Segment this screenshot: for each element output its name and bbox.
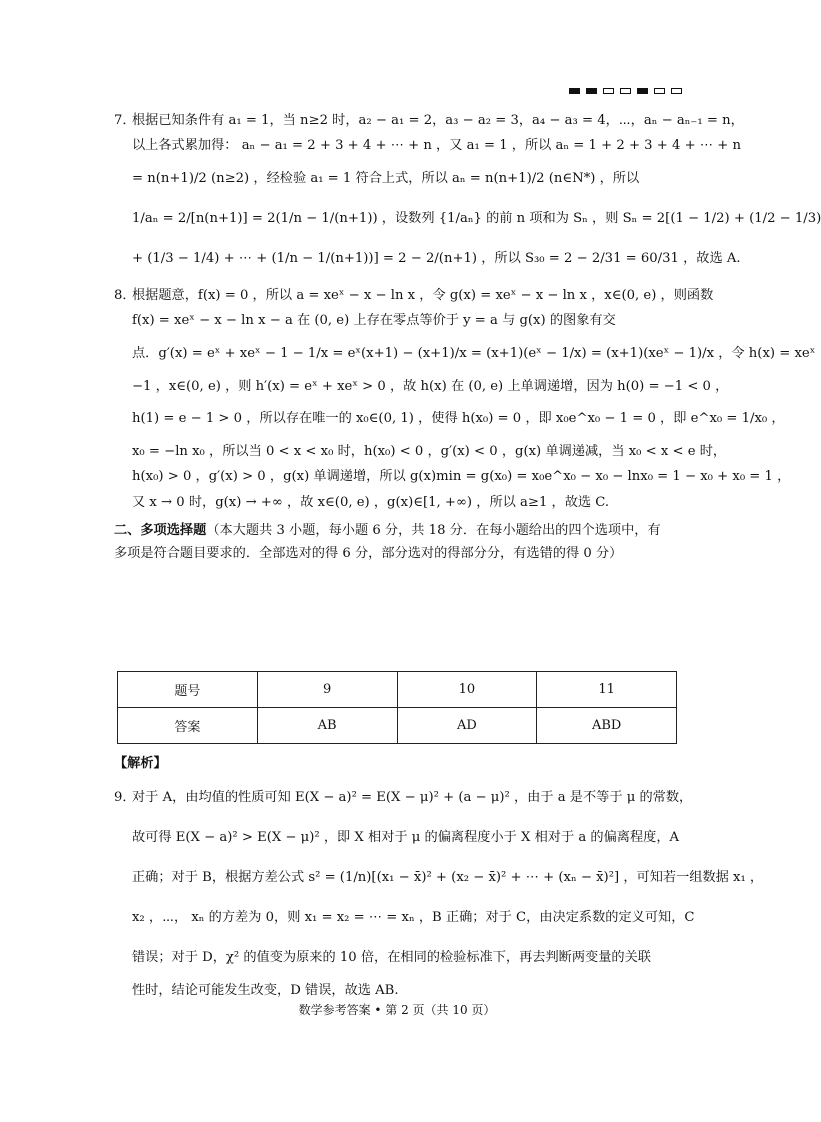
table-row <box>118 708 677 744</box>
question-cell: 9 <box>257 672 397 708</box>
section-title: 二、多项选择题 <box>114 523 207 539</box>
solution-line: 根据题意，f(x) = 0 ，所以 a = xeˣ − x − ln x ，令 g(x) = xeˣ − x − ln x ，x∈(0, e) ，则函数 <box>132 287 714 303</box>
page-footer: 数学参考答案 • 第 2 页（共 10 页） <box>298 1003 496 1017</box>
row-label: 答案 <box>118 708 258 744</box>
question-7 <box>114 108 821 279</box>
solution-line: 根据已知条件有 a₁ = 1，当 n≥2 时，a₂ − a₁ = 2，a₃ − a₂ = 3，a₄ − a₃ = 4，⋯，aₙ − aₙ₋₁ = n， <box>132 113 744 128</box>
solution-line: 以上各式累加得： aₙ − a₁ = 2 + 3 + 4 + ⋯ + n ，又 a₁ = 1 ，所以 aₙ = 1 + 2 + 3 + 4 + ⋯ + n <box>132 138 741 154</box>
page-mark <box>620 88 631 94</box>
table-row <box>118 672 677 708</box>
answer-cell: AD <box>397 708 537 744</box>
question-number: 8． <box>114 287 136 303</box>
question-9 <box>114 778 764 1003</box>
solution-line: + (1/3 − 1/4) + ⋯ + (1/n − 1/(n+1))] = 2 − 2/(n+1) ，所以 S₃₀ = 2 − 2/31 = 60/31 ，故选 A. <box>132 250 741 266</box>
question-8 <box>114 283 816 515</box>
section-description: （本大题共 3 小题，每小题 6 分，共 18 分．在每小题给出的四个选项中，有 <box>206 523 661 539</box>
solution-line: 点．g′(x) = eˣ + xeˣ − 1 − 1/x = eˣ(x+1) − (x+1)/x = (x+1)(eˣ − 1/x) = (x+1)(xeˣ − 1)/x ，令 h(x) = xeˣ <box>132 345 816 361</box>
page-mark <box>603 88 614 94</box>
solution-line: 性时，结论可能发生改变，D 错误，故选 AB. <box>132 983 399 998</box>
solution-line: h(x₀) > 0 ，g′(x) > 0 ，g(x) 单调递增，所以 g(x)min = g(x₀) = x₀e^x₀ − x₀ − lnx₀ = 1 − x₀ + x₀ = 1 ， <box>132 469 791 485</box>
section-heading <box>114 519 684 565</box>
answer-table <box>117 671 677 744</box>
solution-line: f(x) = xeˣ − x − ln x − a 在 (0, e) 上存在零点等价于 y = a 与 g(x) 的图象有交 <box>132 313 616 329</box>
page-mark <box>654 88 665 94</box>
solution-line: 对于 A，由均值的性质可知 E(X − a)² = E(X − μ)² + (a − μ)² ，由于 a 是不等于 μ 的常数， <box>132 790 693 805</box>
solution-line: h(1) = e − 1 > 0 ，所以存在唯一的 x₀∈(0, 1) ，使得 h(x₀) = 0 ，即 x₀e^x₀ − 1 = 0 ，即 e^x₀ = 1/x₀ ， <box>132 410 785 426</box>
solution-line: = n(n+1)/2 (n≥2) ，经检验 a₁ = 1 符合上式，所以 aₙ = n(n+1)/2 (n∈N*) ，所以 <box>132 170 640 186</box>
solution-line: x₀ = −ln x₀ ，所以当 0 < x < x₀ 时，h(x₀) < 0 ，g′(x) < 0 ，g(x) 单调递减，当 x₀ < x < e 时， <box>132 443 727 459</box>
solution-line: x₂ ，⋯， xₙ 的方差为 0，则 x₁ = x₂ = ⋯ = xₙ ，B 正确；对于 C，由决定系数的定义可知，C <box>132 910 695 925</box>
page-mark <box>671 88 682 94</box>
question-cell: 10 <box>397 672 537 708</box>
page-mark <box>586 88 597 94</box>
solution-line: 1/aₙ = 2/[n(n+1)] = 2(1/n − 1/(n+1)) ，设数列 {1/aₙ} 的前 n 项和为 Sₙ ，则 Sₙ = 2[(1 − 1/2) + (1/2 − 1/3) <box>132 210 821 226</box>
solution-line: 错误；对于 D，χ² 的值变为原来的 10 倍，在相同的检验标准下，再去判断两变量的关联 <box>132 950 651 965</box>
page-mark <box>569 88 580 94</box>
question-number: 9． <box>114 790 136 805</box>
row-label: 题号 <box>118 672 258 708</box>
section-description: 多项是符合题目要求的．全部选对的得 6 分，部分选对的得部分分，有选错的得 0 分） <box>114 546 623 562</box>
question-cell: 11 <box>537 672 677 708</box>
question-number: 7． <box>114 113 136 128</box>
solution-line: 又 x → 0 时，g(x) → +∞ ，故 x∈(0, e) ，g(x)∈[1, +∞) ，所以 a≥1 ，故选 C. <box>132 494 610 510</box>
page-mark <box>637 88 648 94</box>
solution-body <box>114 108 821 565</box>
solution-line: 正确；对于 B，根据方差公式 s² = (1/n)[(x₁ − x̄)² + (x₂ − x̄)² + ⋯ + (xₙ − x̄)²] ，可知若一组数据 x₁ ， <box>132 870 764 885</box>
solution-line: −1 ，x∈(0, e) ，则 h′(x) = eˣ + xeˣ > 0 ，故 h(x) 在 (0, e) 上单调递增，因为 h(0) = −1 < 0 ， <box>132 378 729 394</box>
answer-cell: ABD <box>537 708 677 744</box>
solution-line: 故可得 E(X − a)² > E(X − μ)² ，即 X 相对于 μ 的偏离程度小于 X 相对于 a 的偏离程度，A <box>132 830 680 845</box>
answer-cell: AB <box>257 708 397 744</box>
analysis-label: 【解析】 <box>114 756 167 771</box>
page-marks <box>569 88 682 94</box>
